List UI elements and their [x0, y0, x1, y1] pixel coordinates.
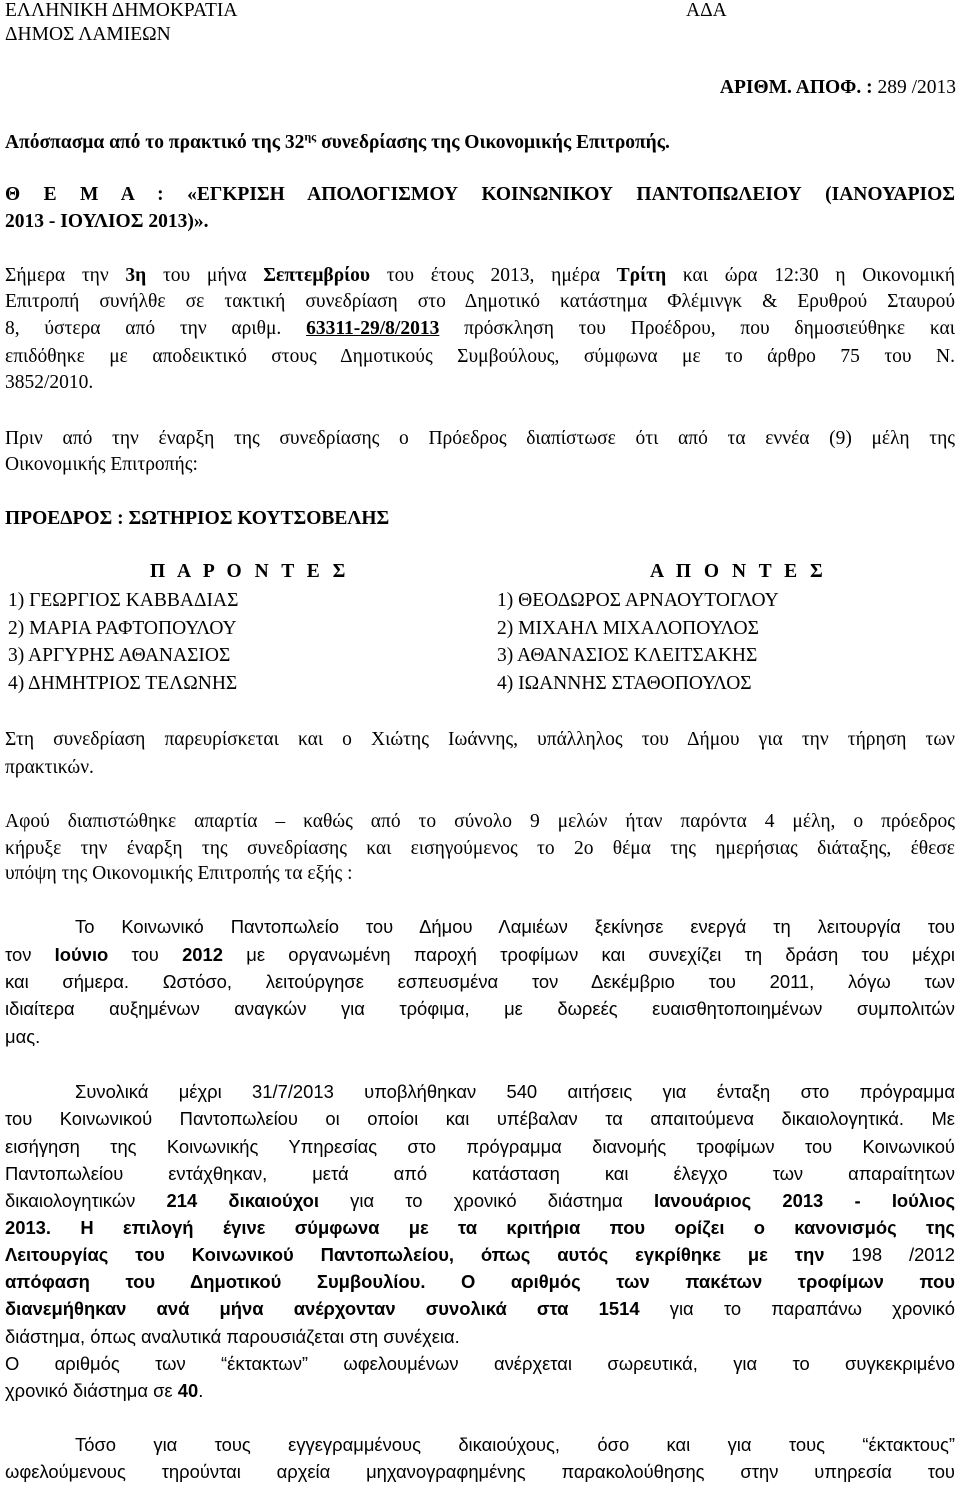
p1-line-2: Επιτροπή συνήλθε σε τακτική συνεδρίαση στο Δημοτικό κατάστημα Φλέμινγκ & Ερυθρού Σταυρού: [5, 291, 955, 312]
p5-line-5: μας.: [5, 1026, 41, 1047]
absent-item: 1) ΘΕΟΔΩΡΟΣ ΑΡΝΑΟΥΤΟΓΛΟΥ: [497, 590, 779, 611]
p2-line-2: Οικονομικής Επιτροπής:: [5, 454, 198, 475]
subject-line-2: [5, 210, 208, 234]
absent-list: [497, 587, 779, 697]
present-item: 2) ΜΑΡΙΑ ΡΑΦΤΟΠΟΥΛΟΥ: [8, 617, 237, 639]
p6-line-5: δικαιολογητικών 214 δικαιούχοι για το χρονικό διάστημα Ιανουάριος 2013 - Ιούλιος: [5, 1190, 956, 1211]
excerpt-sup: ης: [304, 129, 317, 144]
p4-line-1: Αφού διαπιστώθηκε απαρτία – καθώς από το σύνολο 9 μελών ήταν παρόντα 4 μέλη, ο πρόεδρος: [5, 811, 955, 832]
subject-text-2: 2013 - ΙΟΥΛΙΟΣ 2013)».: [5, 211, 209, 232]
present-title: Π Α Ρ Ο Ν Τ Ε Σ: [150, 561, 350, 582]
p1-line-5: 3852/2010.: [5, 372, 94, 393]
p5-line-3: και σήμερα. Ωστόσο, λειτούργησε εσπευσμένα τον Δεκέμβριο του 2011, λόγω των: [5, 971, 955, 992]
p6-line-1: Συνολικά μέχρι 31/7/2013 υποβλήθηκαν 540 αιτήσεις για ένταξη στο πρόγραμμα: [75, 1081, 955, 1102]
absent-item: 4) ΙΩΑΝΝΗΣ ΣΤΑΘΟΠΟΥΛΟΣ: [497, 672, 752, 694]
excerpt-after: συνεδρίασης της Οικονομικής Επιτροπής.: [316, 132, 670, 153]
municipality-title: ΔΗΜΟΣ ΛΑΜΙΕΩΝ: [5, 24, 171, 45]
p6-line-9: διανεμήθηκαν ανά μήνα ανέρχονταν συνολικά στα 1514 για το παραπάνω χρονικό: [5, 1298, 955, 1319]
present-item: 3) ΑΡΓΥΡΗΣ ΑΘΑΝΑΣΙΟΣ: [8, 645, 231, 666]
p1-line-4: επιδόθηκε με αποδεικτικό στους Δημοτικούς Συμβούλους, σύμφωνα με το άρθρο 75 του Ν.: [5, 346, 955, 367]
absent-item: 2) ΜΙΧΑΗΛ ΜΙΧΑΛΟΠΟΥΛΟΣ: [497, 617, 759, 639]
decision-number: 289 /2013: [877, 77, 956, 98]
p6-line-8: απόφαση του Δημοτικού Συμβουλίου. Ο αριθμός των πακέτων τροφίμων που: [5, 1271, 955, 1292]
p6-line-11: Ο αριθμός των “έκτακτων” ωφελουμένων ανέρχεται σωρευτικά, για το συγκεκριμένο: [5, 1353, 955, 1374]
subject-line-1: [5, 183, 955, 207]
letterhead: [5, 0, 237, 47]
p6-line-12: χρονικό διάστημα σε 40.: [5, 1380, 204, 1401]
p1-line-1: Σήμερα την 3η του μήνα Σεπτεμβρίου του έτους 2013, ημέρα Τρίτη και ώρα 12:30 η Οικονομική: [5, 265, 955, 286]
p6-line-2: του Κοινωνικού Παντοπωλείου οι οποίοι και υπέβαλαν τα απαιτούμενα δικαιολογητικά. Με: [5, 1108, 955, 1129]
excerpt-line: [5, 131, 670, 155]
p2-line-1: Πριν από την έναρξη της συνεδρίασης ο Πρόεδρος διαπίστωσε ότι από τα εννέα (9) μέλη της: [5, 428, 955, 449]
decision-label: ΑΡΙΘΜ. ΑΠΟΦ. :: [719, 77, 873, 98]
decision-number-line: [720, 76, 956, 100]
president-line: [5, 507, 389, 531]
p7-line-1: Τόσο για τους εγγεγραμμένους δικαιούχους, όσο και για τους “έκτακτους”: [75, 1434, 955, 1455]
ada-label: ΑΔΑ: [686, 0, 727, 21]
p6-line-3: εισήγηση της Κοινωνικής Υπηρεσίας στο πρόγραμμα διανομής τροφίμων του Κοινωνικού: [5, 1136, 955, 1157]
p3-line-2: πρακτικών.: [5, 757, 94, 778]
absent-title: Α Π Ο Ν Τ Ε Σ: [650, 561, 827, 582]
p6-line-7: Λειτουργίας του Κοινωνικού Παντοπωλείου, όπως αυτός εγκρίθηκε με την 198 /2012: [5, 1244, 955, 1265]
p5-line-4: ιδιαίτερα αυξημένων αναγκών για τρόφιμα, με δωρεές ευαισθητοποιημένων συμπολιτών: [5, 998, 955, 1019]
p4-line-3: υπόψη της Οικονομικής Επιτροπής τα εξής :: [5, 863, 353, 884]
p5-line-1: Το Κοινωνικό Παντοπωλείο του Δήμου Λαμιέων ξεκίνησε ενεργά τη λειτουργία του: [75, 916, 955, 937]
present-item: 4) ΔΗΜΗΤΡΙΟΣ ΤΕΛΩΝΗΣ: [8, 672, 238, 694]
p7-line-2: ωφελούμενους τηρούνται αρχεία μηχανογραφημένης παρακολούθησης στην υπηρεσία του: [5, 1461, 955, 1482]
p3-line-1: Στη συνεδρίαση παρευρίσκεται και ο Χιώτης Ιωάννης, υπάλληλος του Δήμου για την τήρηση των: [5, 729, 955, 750]
p5-line-2: τον Ιούνιο του 2012 με οργανωμένη παροχή τροφίμων και συνεχίζει τη δράση του μέχρι: [5, 944, 955, 965]
absent-item: 3) ΑΘΑΝΑΣΙΟΣ ΚΛΕΙΤΣΑΚΗΣ: [497, 645, 758, 666]
p6-line-6: 2013. Η επιλογή έγινε σύμφωνα με τα κριτήρια που ορίζει ο κανονισμός της: [5, 1217, 955, 1238]
p1-line-3: 8, ύστερα από την αριθμ. 63311-29/8/2013 πρόσκληση του Προέδρου, που δημοσιεύθηκε και: [5, 318, 955, 339]
present-list: [8, 587, 238, 697]
p6-line-10: διάστημα, όπως αναλυτικά παρουσιάζεται στη συνέχεια.: [5, 1326, 460, 1347]
president-text: ΠΡΟΕΔΡΟΣ : ΣΩΤΗΡΙΟΣ ΚΟΥΤΣΟΒΕΛΗΣ: [5, 508, 390, 529]
present-item: 1) ΓΕΩΡΓΙΟΣ ΚΑΒΒΑΔΙΑΣ: [8, 590, 239, 611]
p4-line-2: κήρυξε την έναρξη της συνεδρίασης και εισηγούμενος το 2ο θέμα της ημερήσιας διάταξης, έθεσε: [5, 838, 955, 859]
excerpt-before: Απόσπασμα από το πρακτικό της 32: [5, 132, 305, 153]
p6-line-4: Παντοπωλείου εντάχθηκαν, μετά από κατάσταση και έλεγχο των απαραίτητων: [5, 1163, 955, 1184]
republic-title: ΕΛΛΗΝΙΚΗ ΔΗΜΟΚΡΑΤΙΑ: [5, 0, 238, 21]
subject-text-1: Θ Ε Μ Α : «ΕΓΚΡΙΣΗ ΑΠΟΛΟΓΙΣΜΟΥ ΚΟΙΝΩΝΙΚΟΥ ΠΑΝΤΟΠΩΛΕΙΟΥ (ΙΑΝΟΥΑΡΙΟΣ: [5, 184, 955, 205]
